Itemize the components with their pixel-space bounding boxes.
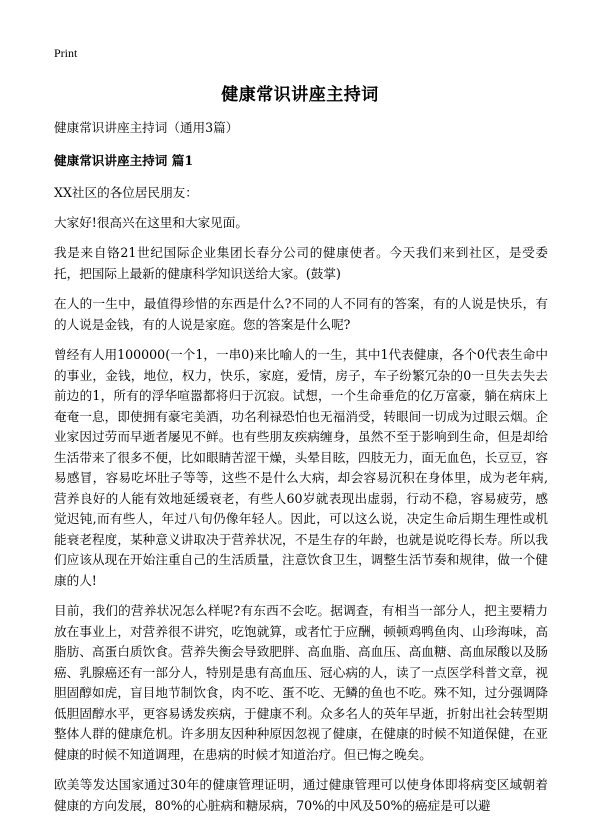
paragraph-greeting: XX社区的各位居民朋友： [54, 185, 198, 200]
page-title: 健康常识讲座主持词 [221, 85, 379, 105]
paragraph-nutrition-status: 目前，我们的营养状况怎么样呢?有东西不会吃。据调查，有相当一部分人，把主要精力放在事业上，对营养很不讲究，吃饱就算，或者忙于应酬，顿顿鸡鸭鱼肉、山珍海味，高脂肪、高蛋白质饮食。营养失衡会导致肥胖、高血脂、高血压、高血糖、高血尿酸以及肠癌、乳腺癌还有一部分人，特别是患有高血压、冠心病的人，读了一点医学科普文章，视胆固醇如虎，盲目地节制饮食，肉不吃、蛋不吃、无鳞的鱼也不吃。殊不知，过分强调降低胆固醇水平，更容易诱发疾病，于健康不利。众多名人的英年早逝，折射出社会转型期整体人群的健康危机。许多朋友因种种原因忽视了健康，在健康的时候不知道保健，在亚健康的时候不知道调理，在患病的时候才知道治疗。但已悔之晚矣。 [54, 603, 548, 762]
paragraph-health-metaphor: 曾经有人用100000(一个1，一串0)来比喻人的一生，其中1代表健康，各个0代表生命中的事业，金钱，地位，权力，快乐，家庭，爱情，房子，车子纷繁冗杂的0一旦失去失去前边的1，所有的浮华喧嚣都将归于沉寂。试想，一个生命垂危的亿万富豪，躺在病床上奄奄一息，即使拥有豪宅美酒，功名利禄恐怕也无福消受，转眼间一切成为过眼云烟。企业家因过劳而早逝者屡见不鲜。也有些朋友疾病缠身，虽然不至于影响到生命，但是却给生活带来了很多不便，比如眼睛苦涩干燥，头晕目眩，四肢无力，面无血色，长豆豆，容易感冒，容易吃坏肚子等等，这些不是什么大病，却会容易沉积在身体里，成为老年病,营养良好的人能有效地延缓衰老，有些人60岁就表现出虚弱，行动不稳，容易疲劳，感觉迟钝,而有些人，年过八旬仍像年轻人。因此，可以这么说，决定生命后期生理性或机能衰老程度，某种意义讲取决于营养状况，不是生存的年龄，也就是说吃得长寿。所以我们应该从现在开始注重自己的生活质量，注意饮食卫生，调整生活节奏和规律，做一个健康的人! [54, 347, 548, 588]
document-body [54, 118, 548, 826]
section-heading: 健康常识讲座主持词 篇1 [54, 152, 194, 168]
paragraph-introduction: 我是来自铬21世纪国际企业集团长春分公司的健康使者。今天我们来到社区，是受委托，把国际上最新的健康科学知识送给大家。(鼓掌) [54, 245, 548, 281]
document-subtitle: 健康常识讲座主持词（通用3篇） [54, 120, 239, 135]
paragraph-question: 在人的一生中，最值得珍惜的东西是什么?不同的人不同有的答案，有的人说是快乐，有的人说是金钱，有的人说是家庭。您的答案是什么呢? [54, 296, 548, 332]
paragraph-welcome: 大家好!很高兴在这里和大家见面。 [54, 214, 248, 230]
paragraph-health-management: 欧美等发达国家通过30年的健康管理证明，通过健康管理可以使身体即将病变区域朝着健康的方向发展，80%的心脏病和糖尿病，70%的中风及50%的癌症是可以避 [54, 777, 548, 813]
print-link[interactable]: Print [54, 46, 78, 60]
